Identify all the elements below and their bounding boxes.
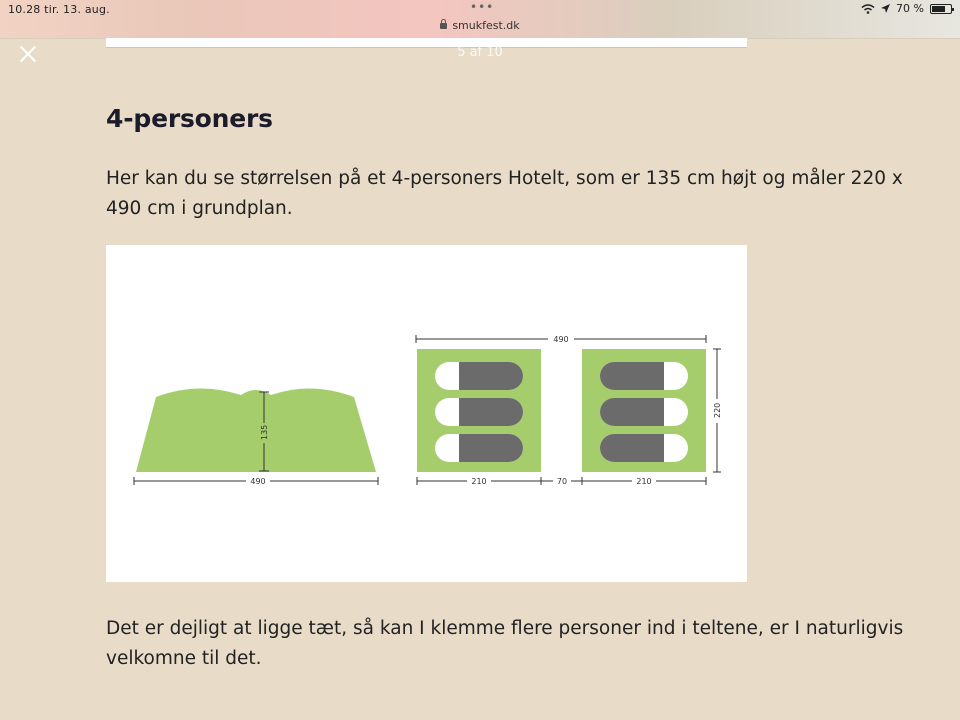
plan-total-width-label: 490	[553, 335, 569, 344]
plan-depth-label: 220	[713, 402, 722, 418]
status-time: 10.28 tir. 13. aug.	[8, 3, 110, 16]
tent-dimension-diagram	[106, 245, 747, 582]
sleeping-bag	[435, 398, 523, 426]
location-arrow-icon	[881, 4, 890, 13]
status-bar	[0, 0, 960, 39]
address-bar[interactable]	[0, 19, 960, 32]
room-width-right-label: 210	[636, 477, 652, 486]
sleeping-bag	[435, 362, 523, 390]
lock-icon	[440, 23, 447, 29]
wifi-icon	[861, 4, 875, 14]
side-height-label: 135	[260, 424, 269, 440]
intro-paragraph: Her kan du se størrelsen på et 4-personers Hotelt, som er 135 cm højt og måler 220 x 490 cm i grundplan.	[106, 168, 903, 219]
side-width-label: 490	[250, 477, 266, 486]
battery-percent: 70 %	[896, 2, 924, 15]
tent-side-view	[134, 388, 378, 487]
tent-plan-view	[416, 333, 723, 487]
room-width-left-label: 210	[471, 477, 487, 486]
sleeping-bag	[600, 362, 688, 390]
gap-width-label: 70	[556, 477, 568, 486]
status-indicators	[861, 2, 952, 15]
image-counter: 5 af 10	[457, 45, 503, 60]
page-title: 4-personers	[106, 104, 273, 133]
sleeping-bag	[600, 434, 688, 462]
battery-icon	[930, 4, 952, 14]
sleeping-bag	[600, 398, 688, 426]
more-dots-icon[interactable]: •••	[470, 0, 495, 14]
sleeping-bag	[435, 434, 523, 462]
url-text: smukfest.dk	[452, 19, 520, 32]
closing-paragraph: Det er dejligt at ligge tæt, så kan I klemme flere personer ind i teltene, er I naturligvis velkomne til det.	[106, 618, 904, 669]
